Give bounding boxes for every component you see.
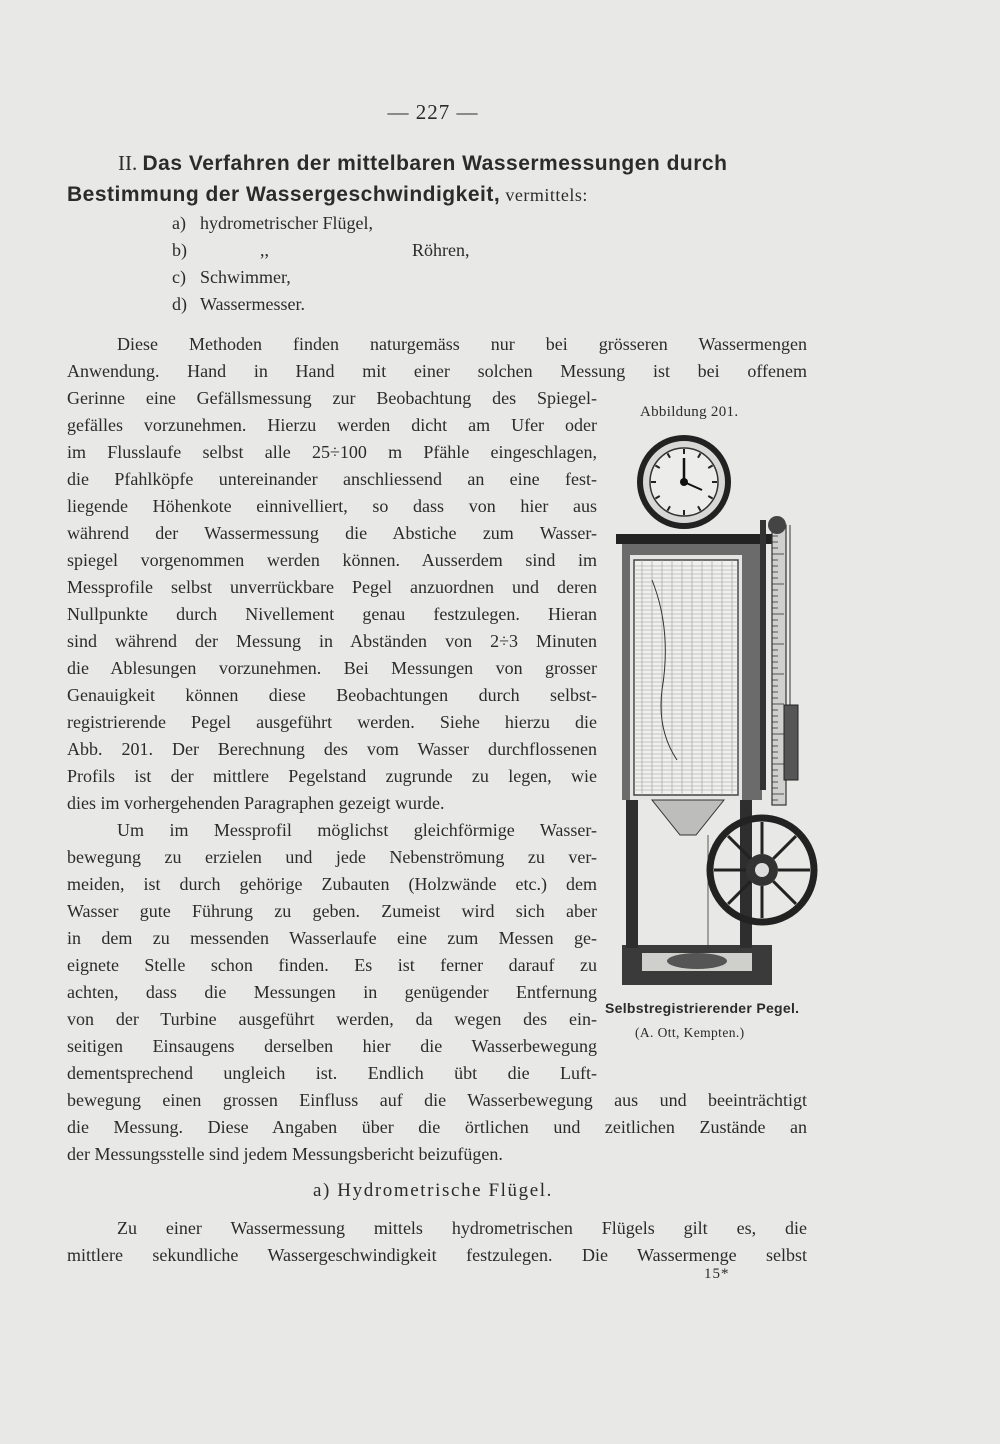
section-title-line-2: Bestimmung der Wassergeschwindigkeit, (67, 183, 501, 206)
float-wheel-icon (710, 818, 814, 922)
list-item: c) Schwimmer, (172, 267, 291, 287)
paragraph-2-narrow (67, 817, 597, 1087)
text-line: Gerinne eine Gefällsmessung zur Beobachtung des Spiegel- (67, 388, 597, 408)
text-line: Wasser gute Führung zu geben. Zumeist wird sich aber (67, 901, 597, 921)
page-number: — 227 — (387, 100, 479, 124)
paragraph-2-full (67, 1087, 807, 1168)
text-line: liegende Höhenkote einnivelliert, so dass von hier aus (67, 496, 597, 516)
text-line: dies im vorhergehenden Paragraphen gezeigt wurde. (67, 793, 445, 813)
list-item: a) hydrometrischer Flügel, (172, 213, 373, 233)
section-heading (67, 148, 812, 210)
text-line: die Ablesungen vorzunehmen. Bei Messungen von grosser (67, 658, 597, 678)
text-line: in dem zu messenden Wasserlaufe eine zum Messen ge- (67, 928, 597, 948)
text-line: der Messungsstelle sind jedem Messungsbericht beizufügen. (67, 1144, 503, 1164)
text-line: dementsprechend ungleich ist. Endlich übt die Luft- (67, 1063, 597, 1083)
text-line: bewegung einen grossen Einfluss auf die Wasserbewegung aus und beeinträchtigt (67, 1090, 807, 1110)
paragraph-1-full (67, 331, 807, 385)
recording-drum (634, 560, 738, 795)
text-line: seitigen Einsaugens derselben hier die Wasserbewegung (67, 1036, 597, 1056)
section-title-tail: vermittels: (505, 185, 588, 205)
text-line: registrierende Pegel ausgeführt werden. Siehe hierzu die (67, 712, 597, 732)
list-item: b) ,, Röhren, (172, 240, 470, 260)
text-line: bewegung zu erzielen und jede Nebenströmung zu ver- (67, 847, 597, 867)
text-line: Zu einer Wassermessung mittels hydrometrischen Flügels gilt es, die (117, 1218, 807, 1238)
text-line: eignete Stelle schon finden. Es ist ferner darauf zu (67, 955, 597, 975)
figure-caption: Selbstregistrierender Pegel. (605, 1000, 800, 1016)
clock-icon (640, 438, 728, 526)
subsection-title: a) Hydrometrische Flügel. (313, 1180, 553, 1201)
text-line: Profils ist der mittlere Pegelstand zugrunde zu legen, wie (67, 766, 597, 786)
text-line: Genauigkeit können diese Beobachtungen durch selbst- (67, 685, 597, 705)
figure-label: Abbildung 201. (640, 404, 739, 420)
gauge-illustration (612, 430, 832, 990)
text-line: spiegel vorgenommen werden können. Ausserdem sind im (67, 550, 597, 570)
text-line: Nullpunkte durch Nivellement genau festzulegen. Hieran (67, 604, 597, 624)
text-line: sind während der Messung in Abständen von 2÷3 Minuten (67, 631, 597, 651)
paragraph-1-narrow (67, 385, 597, 817)
text-line: die Messung. Diese Angaben über die örtlichen und zeitlichen Zustände an (67, 1117, 807, 1137)
text-line: von der Turbine ausgeführt werden, da wegen des ein- (67, 1009, 597, 1029)
text-line: mittlere sekundliche Wassergeschwindigkeit festzulegen. Die Wassermenge selbst (67, 1245, 807, 1265)
method-list (172, 210, 470, 318)
text-line: achten, dass die Messungen in genügender Entfernung (67, 982, 597, 1002)
text-line: Um im Messprofil möglichst gleichförmige Wasser- (117, 820, 597, 840)
text-line: die Pfahlköpfe untereinander anschliessend an eine fest- (67, 469, 597, 489)
text-line: Diese Methoden finden naturgemäss nur bei grösseren Wassermengen (117, 334, 807, 354)
signature-mark: 15* (704, 1266, 730, 1282)
text-line: Abb. 201. Der Berechnung des vom Wasser durchflossenen (67, 739, 597, 759)
section-number: II. (118, 151, 138, 175)
text-line: Messprofile selbst unverrückbare Pegel anzuordnen und deren (67, 577, 597, 597)
figure-credit: (A. Ott, Kempten.) (635, 1025, 745, 1040)
list-item: d) Wassermesser. (172, 294, 306, 314)
paragraph-3 (67, 1215, 807, 1269)
section-title-line-1: Das Verfahren der mittelbaren Wassermessungen durch (142, 152, 728, 175)
text-line: während der Wassermessung die Abstiche zum Wasser- (67, 523, 597, 543)
text-line: meiden, ist durch gehörige Zubauten (Holzwände etc.) dem (67, 874, 597, 894)
text-line: im Flusslaufe selbst alle 25÷100 m Pfähle eingeschlagen, (67, 442, 597, 462)
text-line: Anwendung. Hand in Hand mit einer solchen Messung ist bei offenem (67, 361, 807, 381)
text-line: gefälles vorzunehmen. Hierzu werden dicht am Ufer oder (67, 415, 597, 435)
